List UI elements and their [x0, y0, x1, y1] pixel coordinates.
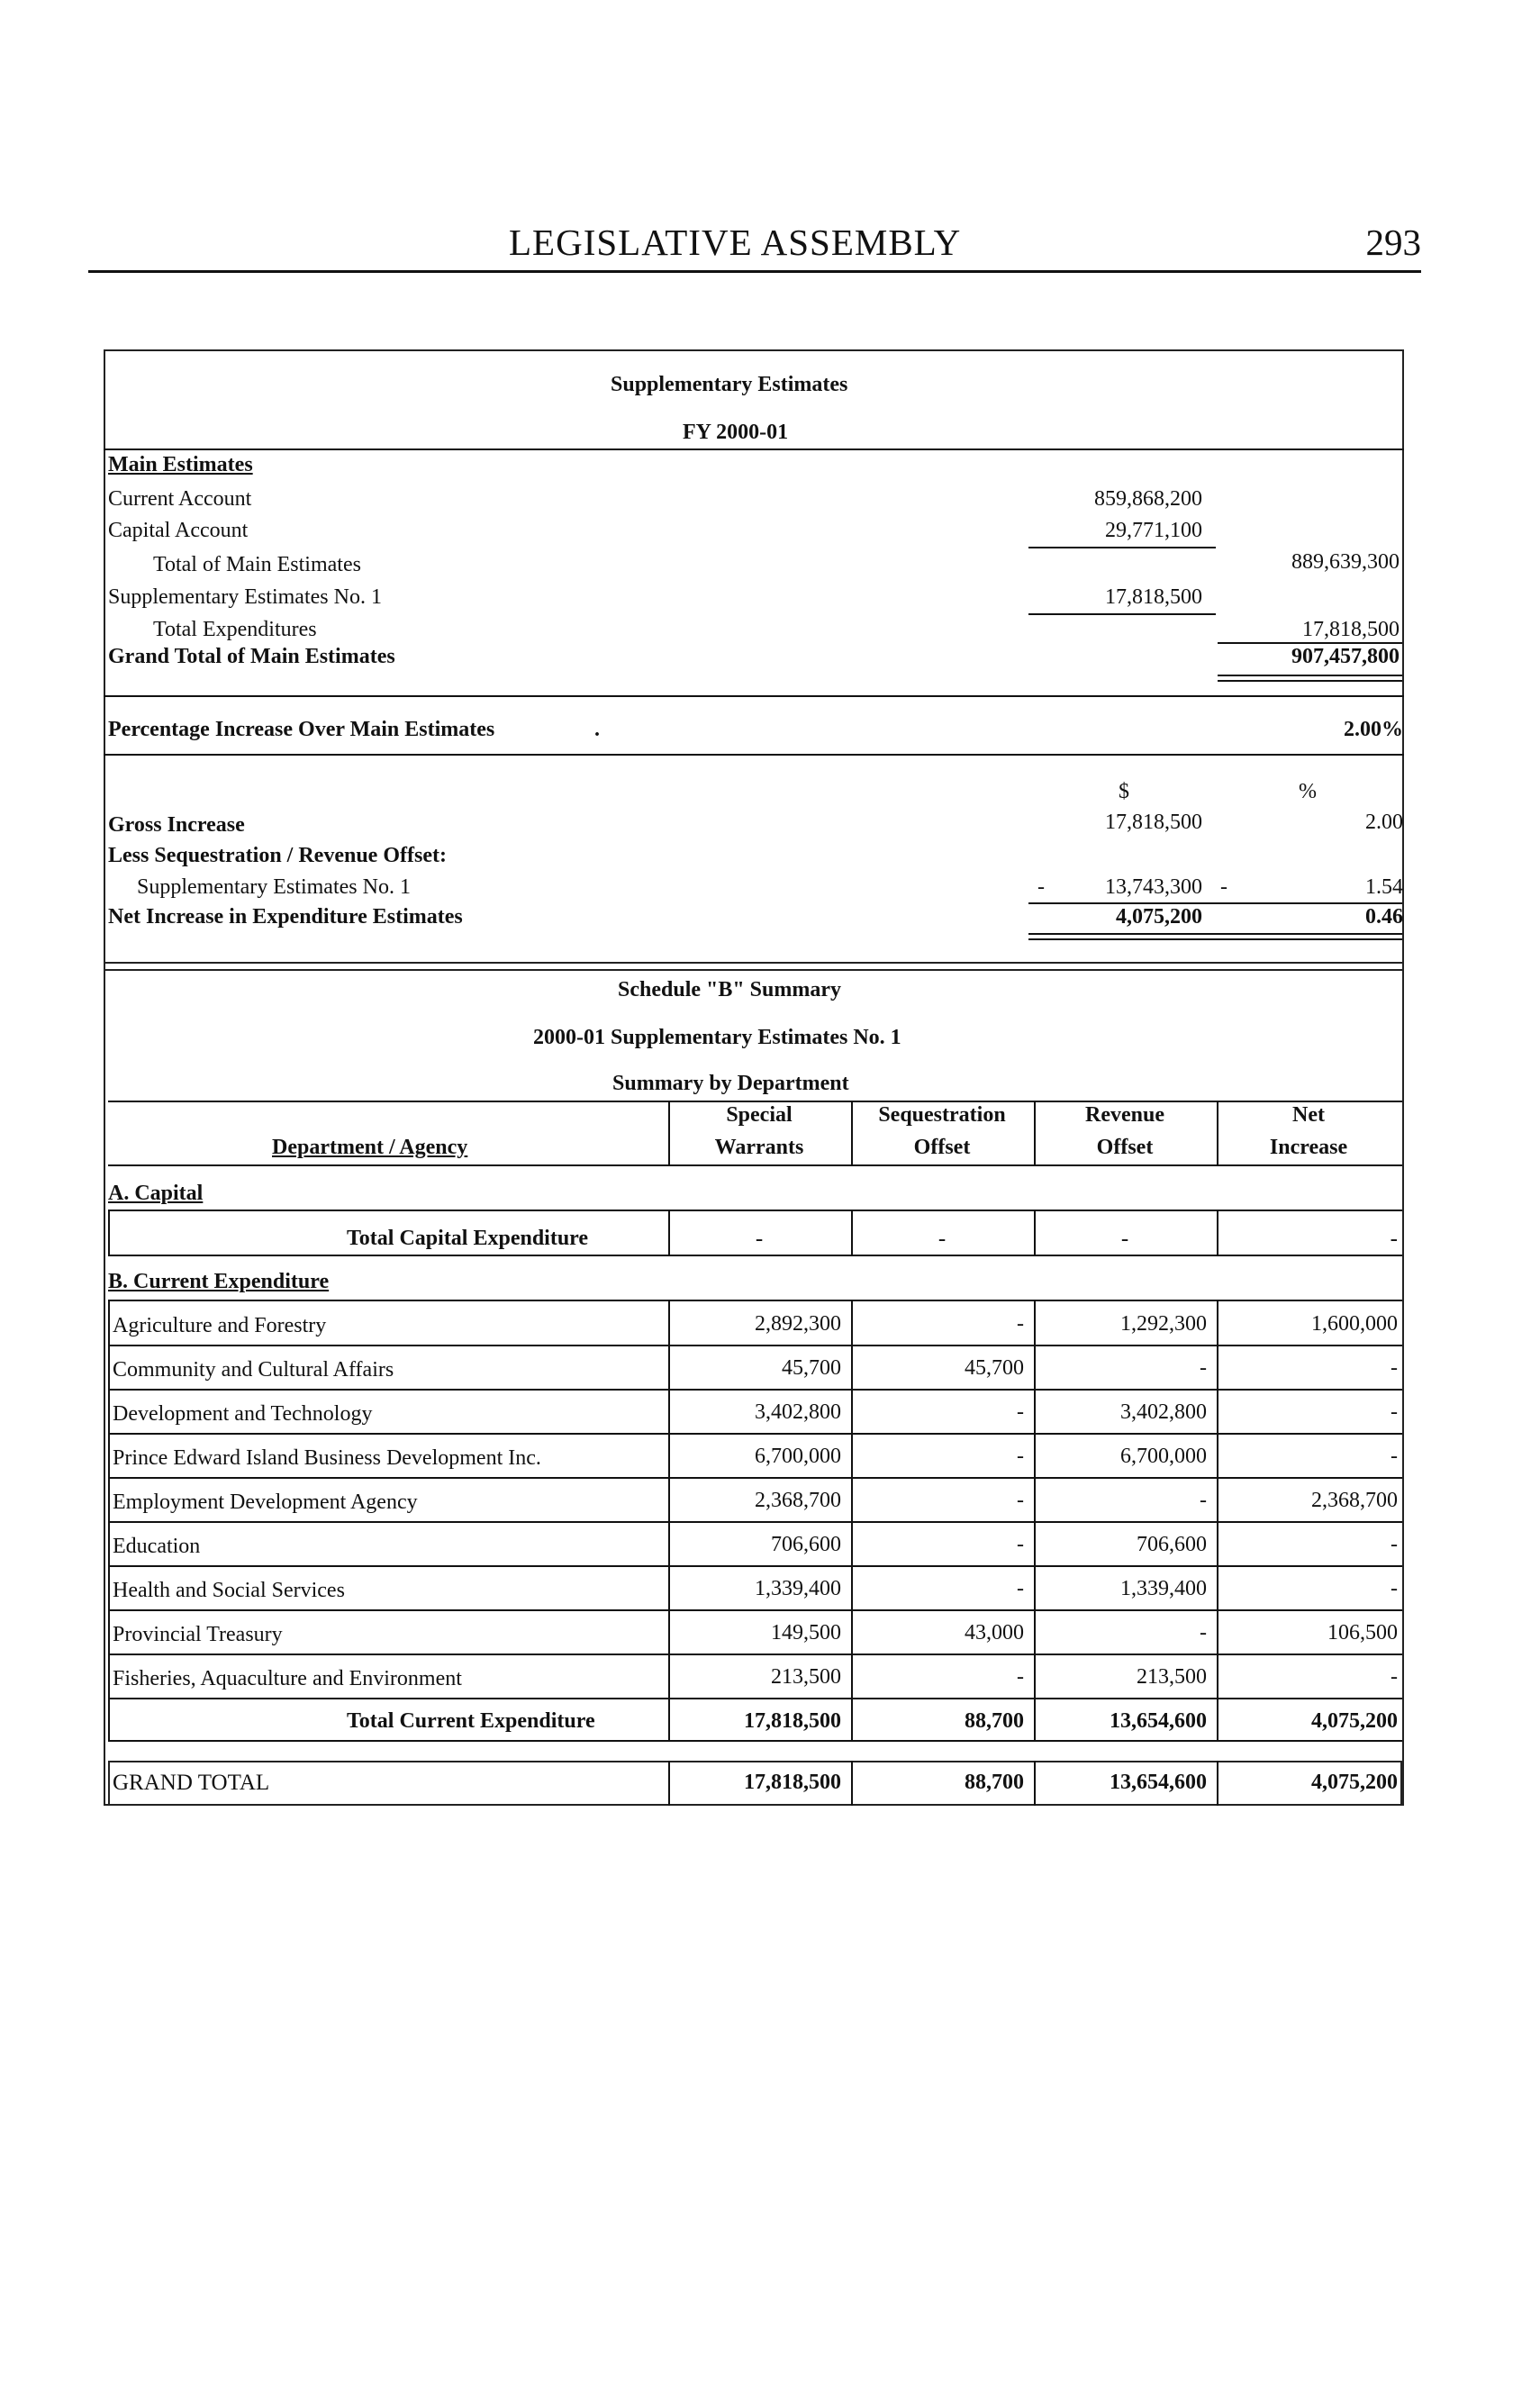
section-a-heading: A. Capital: [108, 1182, 204, 1205]
total-capital-revenue: -: [1120, 1227, 1129, 1251]
estimates-section-rule-1: [104, 695, 1404, 697]
grand-total-double-rule-2: [1218, 680, 1402, 682]
row-special: 6,700,000: [755, 1445, 841, 1468]
row-separator: [851, 1654, 853, 1699]
row-separator: [1034, 1390, 1036, 1435]
row-separator: [108, 1390, 110, 1435]
header-sep-1: [668, 1101, 670, 1166]
header-sep-2: [851, 1101, 853, 1166]
row-separator: [1217, 1346, 1218, 1391]
row-rule: [108, 1609, 1402, 1611]
row-special: 45,700: [782, 1356, 841, 1380]
net-increase-rule-2: [1028, 938, 1402, 940]
row-revenue: 213,500: [1137, 1665, 1207, 1689]
row-rule: [108, 1477, 1402, 1479]
row-separator: [1034, 1434, 1036, 1479]
total-row-separator: [851, 1699, 853, 1742]
page-number: 293: [1365, 222, 1421, 263]
row-separator: [851, 1390, 853, 1435]
row-separator: [1034, 1654, 1036, 1699]
dollar-header: $: [1119, 780, 1129, 803]
estimates-title: Supplementary Estimates: [611, 373, 848, 396]
row-separator: [1034, 1346, 1036, 1391]
row-separator: [851, 1346, 853, 1391]
row-separator: [668, 1434, 670, 1479]
supp-no1-value: 17,818,500: [1105, 585, 1202, 609]
row-separator: [1217, 1654, 1218, 1699]
grand-sep-4: [1217, 1761, 1218, 1806]
estimates-section-rule-2: [104, 754, 1404, 756]
row-rule: [108, 1565, 1402, 1567]
row-separator: [1034, 1522, 1036, 1567]
row-separator: [851, 1566, 853, 1611]
row-department: Fisheries, Aquaculture and Environment: [113, 1667, 462, 1690]
row-separator: [1217, 1301, 1218, 1346]
row-department: Prince Edward Island Business Development Inc.: [113, 1446, 541, 1470]
row-revenue: -: [1200, 1356, 1207, 1380]
total-expenditures-value: 17,818,500: [1302, 618, 1400, 641]
row-department: Provincial Treasury: [113, 1623, 283, 1646]
gross-increase-dollars: 17,818,500: [1105, 811, 1202, 834]
row-separator: [1217, 1566, 1218, 1611]
row-sequestration: 45,700: [965, 1356, 1024, 1380]
grand-total-double-rule-1: [1218, 675, 1402, 676]
total-current-revenue: 13,654,600: [1110, 1709, 1207, 1733]
row-separator: [851, 1522, 853, 1567]
row-separator: [668, 1610, 670, 1655]
total-capital-label: Total Capital Expenditure: [347, 1227, 589, 1250]
row-separator: [1034, 1301, 1036, 1346]
supp-offset-label: Supplementary Estimates No. 1: [137, 875, 411, 899]
row-separator: [1217, 1434, 1218, 1479]
row-separator: [851, 1434, 853, 1479]
row-special: 706,600: [771, 1533, 841, 1556]
total-row-separator: [668, 1699, 670, 1742]
page-title: LEGISLATIVE ASSEMBLY: [509, 222, 962, 263]
total-row-separator: [1217, 1699, 1218, 1742]
row-sequestration: -: [1017, 1665, 1024, 1689]
row-separator: [851, 1478, 853, 1523]
grand-sep-3: [1034, 1761, 1036, 1806]
row-department: Education: [113, 1535, 201, 1558]
grand-sep-2: [851, 1761, 853, 1806]
row-separator: [1034, 1478, 1036, 1523]
supp-no1-label: Supplementary Estimates No. 1: [108, 585, 382, 609]
row-separator: [851, 1610, 853, 1655]
grand-sep-1: [668, 1761, 670, 1806]
total-current-special: 17,818,500: [744, 1709, 841, 1733]
row-net: -: [1391, 1445, 1398, 1468]
capital-account-rule: [1028, 547, 1216, 548]
row-revenue: -: [1200, 1489, 1207, 1512]
total-main-label: Total of Main Estimates: [153, 553, 361, 576]
row-special: 2,892,300: [755, 1312, 841, 1336]
capital-sep-1: [668, 1211, 670, 1256]
row-separator: [108, 1566, 110, 1611]
supp-no1-rule: [1028, 613, 1216, 615]
capital-account-value: 29,771,100: [1105, 519, 1202, 542]
total-current-net: 4,075,200: [1311, 1709, 1398, 1733]
row-separator: [108, 1610, 110, 1655]
total-capital-rule: [108, 1255, 1402, 1256]
row-special: 2,368,700: [755, 1489, 841, 1512]
header-rule: [88, 270, 1421, 273]
row-rule: [108, 1698, 1402, 1699]
row-separator: [108, 1478, 110, 1523]
section-a-rule: [108, 1210, 1402, 1211]
row-revenue: 1,339,400: [1120, 1577, 1207, 1600]
row-separator: [1217, 1522, 1218, 1567]
row-sequestration: -: [1017, 1489, 1024, 1512]
columns-top-rule: [108, 1101, 1402, 1102]
row-sequestration: -: [1017, 1445, 1024, 1468]
supp-offset-dollars: 13,743,300: [1105, 875, 1202, 899]
row-sequestration: 43,000: [965, 1621, 1024, 1644]
column-special-1: Special: [726, 1103, 793, 1127]
row-separator: [1217, 1478, 1218, 1523]
row-net: -: [1391, 1577, 1398, 1600]
total-current-sequestration: 88,700: [965, 1709, 1024, 1733]
grand-total-main-label: Grand Total of Main Estimates: [108, 645, 395, 668]
row-department: Agriculture and Forestry: [113, 1314, 327, 1337]
row-net: 106,500: [1327, 1621, 1398, 1644]
row-rule: [108, 1433, 1402, 1435]
less-sequestration-label: Less Sequestration / Revenue Offset:: [108, 844, 447, 867]
row-net: -: [1391, 1533, 1398, 1556]
row-net: -: [1391, 1356, 1398, 1380]
total-capital-sequestration: -: [938, 1227, 947, 1251]
row-revenue: 1,292,300: [1120, 1312, 1207, 1336]
row-revenue: 706,600: [1137, 1533, 1207, 1556]
main-estimates-heading: Main Estimates: [108, 453, 253, 476]
column-department: Department / Agency: [272, 1136, 468, 1159]
row-separator: [668, 1301, 670, 1346]
row-separator: [108, 1434, 110, 1479]
net-increase-dollars: 4,075,200: [1116, 905, 1202, 929]
row-rule: [108, 1345, 1402, 1346]
row-rule: [108, 1654, 1402, 1655]
column-sequestration-1: Sequestration: [878, 1103, 1006, 1127]
capital-sep-3: [1034, 1211, 1036, 1256]
row-separator: [108, 1346, 110, 1391]
row-rule: [108, 1389, 1402, 1391]
gross-increase-percent: 2.00: [1365, 811, 1403, 834]
column-special-2: Warrants: [714, 1136, 804, 1159]
capital-sep-0: [108, 1211, 110, 1256]
grand-total-sequestration: 88,700: [965, 1771, 1024, 1794]
percent-header: %: [1299, 780, 1317, 803]
schedule-title: Schedule "B" Summary: [618, 978, 842, 1001]
row-separator: [668, 1390, 670, 1435]
pct-increase-label: Percentage Increase Over Main Estimates: [108, 718, 495, 741]
row-separator: [668, 1566, 670, 1611]
row-department: Health and Social Services: [113, 1579, 345, 1602]
section-b-heading: B. Current Expenditure: [108, 1270, 330, 1293]
total-expenditures-rule: [1218, 642, 1402, 644]
row-department: Employment Development Agency: [113, 1490, 418, 1514]
column-net-2: Increase: [1269, 1136, 1348, 1159]
grand-total-special: 17,818,500: [744, 1771, 841, 1794]
row-net: 2,368,700: [1311, 1489, 1398, 1512]
header-sep-3: [1034, 1101, 1036, 1166]
row-sequestration: -: [1017, 1400, 1024, 1424]
total-current-rule: [108, 1740, 1402, 1742]
row-separator: [851, 1301, 853, 1346]
row-special: 213,500: [771, 1665, 841, 1689]
column-sequestration-2: Offset: [913, 1136, 971, 1159]
gross-increase-label: Gross Increase: [108, 813, 245, 837]
row-separator: [1217, 1390, 1218, 1435]
row-revenue: 3,402,800: [1120, 1400, 1207, 1424]
section-b-rule: [108, 1300, 1402, 1301]
row-rule: [108, 1521, 1402, 1523]
columns-bottom-rule: [108, 1164, 1402, 1166]
grand-total-label: GRAND TOTAL: [113, 1771, 270, 1795]
supp-offset-rule: [1028, 902, 1402, 904]
grand-total-revenue: 13,654,600: [1110, 1771, 1207, 1794]
row-separator: [1034, 1610, 1036, 1655]
row-net: -: [1391, 1665, 1398, 1689]
row-net: 1,600,000: [1311, 1312, 1398, 1336]
net-increase-label: Net Increase in Expenditure Estimates: [108, 905, 463, 929]
schedule-subtitle-2: Summary by Department: [612, 1072, 849, 1095]
capital-sep-2: [851, 1211, 853, 1256]
row-special: 149,500: [771, 1621, 841, 1644]
net-increase-percent: 0.46: [1365, 905, 1403, 929]
pct-increase-value: 2.00%: [1344, 718, 1403, 741]
row-department: Development and Technology: [113, 1402, 373, 1426]
row-separator: [108, 1654, 110, 1699]
current-account-label: Current Account: [108, 487, 252, 511]
row-sequestration: -: [1017, 1312, 1024, 1336]
row-net: -: [1391, 1400, 1398, 1424]
net-increase-rule-1: [1028, 933, 1402, 935]
column-revenue-2: Offset: [1096, 1136, 1154, 1159]
row-separator: [108, 1522, 110, 1567]
row-special: 3,402,800: [755, 1400, 841, 1424]
total-current-label: Total Current Expenditure: [347, 1709, 595, 1733]
row-separator: [668, 1478, 670, 1523]
grand-total-main-value: 907,457,800: [1291, 645, 1400, 668]
pct-increase-marker: .: [594, 718, 600, 741]
supp-offset-dash-2: -: [1220, 875, 1227, 899]
supp-offset-percent: 1.54: [1365, 875, 1403, 899]
column-net-1: Net: [1292, 1103, 1325, 1127]
row-sequestration: -: [1017, 1533, 1024, 1556]
row-separator: [1034, 1566, 1036, 1611]
row-revenue: 6,700,000: [1120, 1445, 1207, 1468]
total-row-separator: [1034, 1699, 1036, 1742]
grand-total-net: 4,075,200: [1311, 1771, 1398, 1794]
total-capital-special: -: [755, 1227, 764, 1251]
supp-offset-dash-1: -: [1037, 875, 1045, 899]
estimates-title-rule: [104, 448, 1404, 450]
row-separator: [668, 1654, 670, 1699]
total-main-value: 889,639,300: [1291, 550, 1400, 574]
row-separator: [108, 1301, 110, 1346]
capital-account-label: Capital Account: [108, 519, 249, 542]
estimates-subtitle: FY 2000-01: [683, 421, 789, 444]
schedule-subtitle: 2000-01 Supplementary Estimates No. 1: [533, 1026, 901, 1049]
column-revenue-1: Revenue: [1085, 1103, 1164, 1127]
row-special: 1,339,400: [755, 1577, 841, 1600]
total-capital-net: -: [1390, 1227, 1398, 1251]
capital-sep-4: [1217, 1211, 1218, 1256]
row-revenue: -: [1200, 1621, 1207, 1644]
header-sep-4: [1217, 1101, 1218, 1166]
current-account-value: 859,868,200: [1094, 487, 1202, 511]
total-expenditures-label: Total Expenditures: [153, 618, 317, 641]
row-separator: [1217, 1610, 1218, 1655]
total-row-separator: [108, 1699, 110, 1742]
row-sequestration: -: [1017, 1577, 1024, 1600]
row-separator: [668, 1346, 670, 1391]
row-separator: [668, 1522, 670, 1567]
row-department: Community and Cultural Affairs: [113, 1358, 394, 1382]
